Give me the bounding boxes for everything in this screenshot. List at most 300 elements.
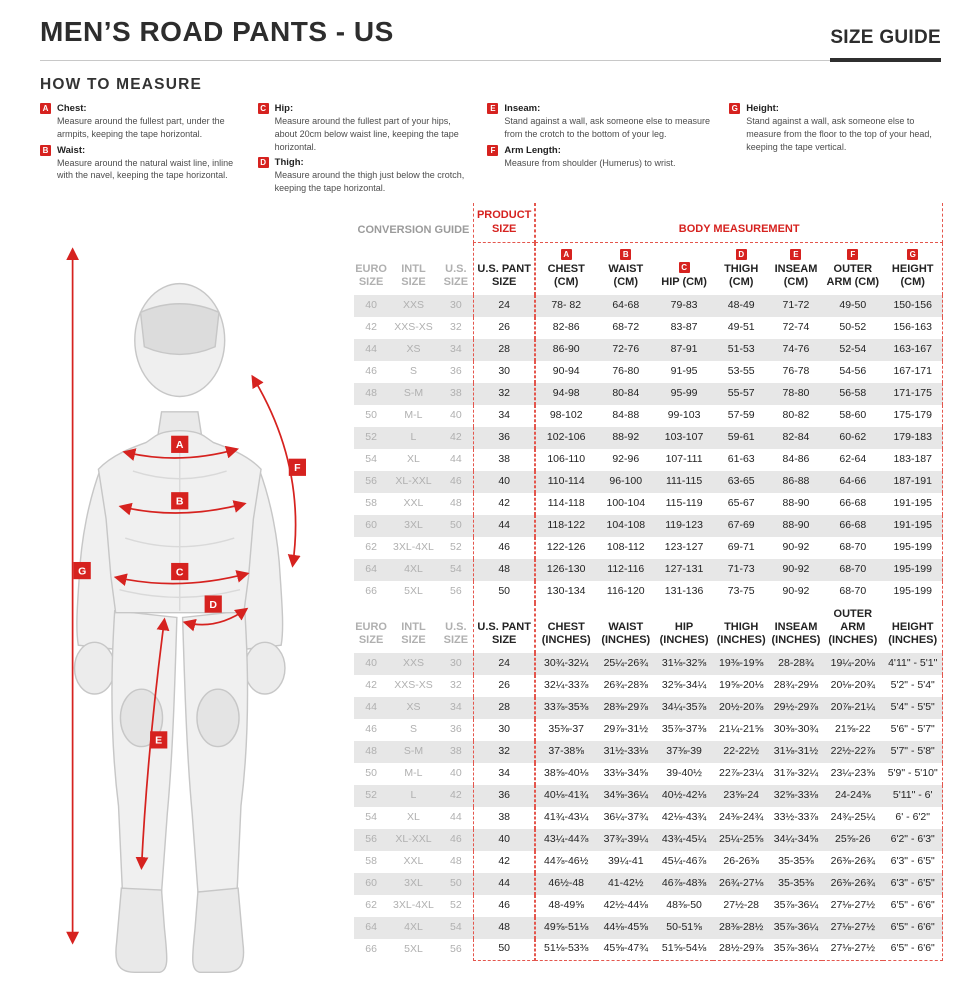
table-cell: 34⅝-36¼ [596, 785, 655, 807]
table-cell: 19¼-20⅛ [822, 653, 883, 675]
column-header: WAIST (INCHES) [601, 620, 651, 646]
table-cell: 26⅜-26¾ [830, 854, 875, 867]
instruction-head [487, 103, 713, 114]
instruction-label: Thigh: [274, 157, 304, 169]
table-cell: 5'9" - 5'10" [883, 763, 943, 785]
table-cell: 31⅛-31½ [770, 741, 822, 763]
table-cell: 51-53 [713, 339, 770, 361]
table-cell: 6'5" - 6'6" [883, 895, 943, 917]
table-cell: 68-70 [839, 585, 867, 598]
letter-badge: B [620, 249, 631, 260]
instruction-text: Measure from shoulder (Humerus) to wrist. [504, 157, 676, 168]
table-cell: 64 [354, 559, 388, 581]
table-cell: 66-68 [822, 515, 883, 537]
table-cell: 46 [365, 722, 377, 735]
table-cell: 90-92 [770, 559, 822, 581]
table-cell: 30 [439, 653, 473, 675]
table-cell: 41-42½ [596, 873, 655, 895]
table-cell: 51⅛-53⅜ [535, 939, 596, 961]
table-cell: 49-51 [727, 321, 755, 334]
instruction-label: Inseam: [504, 103, 541, 114]
conversion-guide-header: CONVERSION GUIDE [357, 224, 470, 237]
table-cell: 99-103 [667, 409, 701, 422]
table-cell: 5'2" - 5'4" [883, 675, 943, 697]
figure-badge-arm-length [289, 459, 306, 476]
table-cell: 28 [473, 697, 535, 719]
column-header: HIP (INCHES) [659, 620, 709, 646]
table-cell: 35⅜-37 [535, 719, 596, 741]
measure-instruction-G [729, 103, 943, 153]
table-cell: 98-102 [535, 405, 596, 427]
table-cell: 32 [473, 383, 535, 405]
table-cell: 28¾-29⅛ [773, 678, 819, 691]
table-cell: 40½-42⅛ [656, 785, 713, 807]
table-cell: 28-28¾ [770, 653, 822, 675]
table-cell: 48 [354, 383, 388, 405]
instruction-column [258, 103, 472, 199]
table-cell: 50 [473, 939, 535, 961]
figure-badge-inseam [150, 731, 167, 748]
letter-badge: D [258, 157, 269, 168]
table-cell: 32 [473, 741, 535, 763]
table-cell: 3XL [388, 515, 439, 537]
table-row [354, 719, 943, 741]
table-cell: 34¼-35⅞ [656, 697, 713, 719]
table-cell: 3XL [388, 873, 439, 895]
column-header: OUTER ARM (INCHES) [828, 607, 878, 646]
table-cell: 26-26⅜ [723, 854, 760, 867]
table-cell: 6'3" - 6'5" [883, 873, 943, 895]
table-cell: 20⅛-20¾ [830, 678, 875, 691]
table-cell: 122-126 [535, 537, 596, 559]
table-cell: 31⅞-32¼ [773, 766, 819, 779]
table-row [354, 449, 943, 471]
table-cell: 88-90 [770, 515, 822, 537]
table-row [354, 763, 943, 785]
table-cell: 52 [354, 427, 388, 449]
figure-illustration [20, 203, 350, 1000]
product-size-header: PRODUCT SIZE [473, 203, 535, 243]
table-row [354, 427, 943, 449]
column-header: HEIGHT (INCHES) [883, 603, 943, 653]
table-cell: XL-XXL [388, 829, 439, 851]
table-cell: 30¾-32¼ [535, 653, 596, 675]
table-cell: 35⅞-36¼ [773, 898, 819, 911]
table-cell: 150-156 [883, 295, 943, 317]
table-cell: 82-84 [770, 427, 822, 449]
table-cell: 64-68 [596, 295, 655, 317]
table-cell: 156-163 [883, 317, 943, 339]
table-row [354, 581, 943, 603]
instruction-label: Height: [746, 103, 779, 114]
table-cell: M-L [404, 409, 423, 422]
table-cell: 39-40½ [666, 766, 702, 779]
column-header: C HIP (CM) [661, 262, 707, 288]
table-cell: 32⅝-34¼ [661, 678, 707, 691]
table-cell: 91-95 [670, 365, 698, 378]
table-cell: 171-175 [883, 383, 943, 405]
figure-silhouette [75, 283, 285, 972]
table-cell: 54 [439, 559, 473, 581]
table-cell: 29½-29⅞ [770, 697, 822, 719]
table-row [354, 405, 943, 427]
table-cell: 115-119 [665, 497, 703, 510]
table-cell: S [409, 365, 417, 378]
table-cell: 41¾-43¼ [535, 807, 596, 829]
table-row [354, 493, 943, 515]
table-cell: 66 [365, 585, 377, 598]
table-cell: 50 [439, 873, 473, 895]
table-cell: XXS [388, 295, 439, 317]
table-cell: 58 [365, 854, 377, 867]
table-cell: 42 [473, 493, 535, 515]
table-cell: 90-92 [782, 541, 810, 554]
measure-instruction-D [258, 157, 472, 195]
figure-badge-height [74, 562, 91, 579]
measure-instruction-A [40, 103, 242, 141]
table-cell: 42 [365, 678, 377, 691]
table-cell: 104-108 [596, 515, 655, 537]
column-header: E INSEAM (CM) [774, 249, 818, 288]
table-cell: 71-72 [770, 295, 822, 317]
size-table-wrapper [354, 203, 943, 1000]
table-cell: 50 [365, 409, 377, 422]
table-cell: XXS-XS [394, 321, 433, 334]
table-cell: 31½-33⅛ [596, 741, 655, 763]
table-cell: 27⅛-27½ [822, 939, 883, 961]
table-cell: 28⅜-28½ [713, 917, 770, 939]
table-cell: 6'3" - 6'5" [883, 851, 943, 873]
letter-badge: C [679, 262, 690, 273]
table-cell: 42 [365, 321, 377, 334]
measure-instruction-E [487, 103, 713, 141]
table-cell: 131-136 [664, 585, 704, 598]
table-row [354, 785, 943, 807]
table-row [354, 559, 943, 581]
instruction-text: Stand against a wall, ask someone else to measure from the floor to the top of your head, keeping the tape vertical. [746, 116, 932, 152]
column-header: B WAIST (CM) [608, 249, 644, 288]
size-guide-label: SIZE GUIDE [830, 27, 941, 62]
table-cell: 35⅞-37⅜ [661, 722, 707, 735]
table-cell: 107-111 [665, 453, 703, 466]
table-cell: 4'11" - 5'1" [883, 653, 943, 675]
table-cell: 95-99 [656, 383, 713, 405]
table-row [354, 317, 943, 339]
table-row [354, 873, 943, 895]
table-cell: 100-104 [606, 497, 646, 510]
table-cell: 34 [439, 697, 473, 719]
table-cell: 34 [473, 763, 535, 785]
table-cell: 84-88 [612, 409, 640, 422]
table-cell: 52 [354, 785, 388, 807]
table-cell: 87-91 [656, 339, 713, 361]
table-cell: 19⅜-19⅝ [713, 653, 770, 675]
table-cell: 3XL-4XL [393, 541, 434, 554]
table-row [354, 807, 943, 829]
instruction-label: Chest: [57, 103, 87, 114]
table-row [354, 851, 943, 873]
table-cell: 40 [450, 409, 462, 422]
table-cell: 80-82 [782, 409, 810, 422]
size-table [354, 203, 943, 961]
instruction-column [487, 103, 713, 199]
table-cell: 78- 82 [535, 295, 596, 317]
table-cell: 35-35⅜ [770, 873, 822, 895]
instruction-column [40, 103, 242, 199]
table-cell: 40 [473, 471, 535, 493]
table-cell: 40 [354, 653, 388, 675]
table-cell: 108-112 [606, 541, 645, 554]
column-header: U.S. PANT SIZE [473, 243, 535, 295]
table-row [354, 361, 943, 383]
table-row [354, 917, 943, 939]
table-cell: 55-57 [713, 383, 770, 405]
table-cell: XL [407, 453, 420, 466]
table-cell: 24-24⅜ [822, 785, 883, 807]
table-cell: 54 [365, 810, 377, 823]
table-cell: 30 [473, 719, 535, 741]
table-cell: XXL [403, 854, 424, 867]
table-cell: 22-22½ [713, 741, 770, 763]
table-cell: 28⅜-29⅞ [596, 697, 655, 719]
letter-badge: D [736, 249, 747, 260]
table-cell: L [388, 785, 439, 807]
table-cell: 32 [450, 321, 462, 334]
table-cell: 3XL-4XL [393, 898, 434, 911]
table-cell: 50 [473, 581, 535, 603]
svg-text:E: E [155, 734, 163, 747]
table-cell: 40⅛-41¾ [535, 785, 596, 807]
column-header: INSEAM (INCHES) [771, 620, 821, 646]
table-cell: 112-116 [596, 559, 655, 581]
letter-badge: E [487, 103, 498, 114]
table-cell: 34 [473, 405, 535, 427]
svg-text:D: D [209, 598, 218, 611]
table-cell: 46½-48 [535, 873, 596, 895]
table-cell: 60 [354, 515, 388, 537]
table-cell: 6' - 6'2" [883, 807, 943, 829]
column-header: U.S. PANT SIZE [473, 603, 535, 653]
table-cell: 4XL [388, 559, 439, 581]
table-cell: 61-63 [727, 453, 755, 466]
page-title: MEN’S ROAD PANTS - US [40, 16, 394, 47]
table-row [354, 515, 943, 537]
table-cell: 32⅝-33⅛ [770, 785, 822, 807]
table-cell: 90-94 [535, 361, 596, 383]
instruction-text: Measure around the fullest part of your hips, about 20cm below waist line, keeping the tape horizontal. [274, 116, 459, 152]
svg-text:B: B [175, 495, 184, 508]
table-cell: 24¾-25¼ [830, 810, 875, 823]
table-cell: 20⅞-21¼ [822, 697, 883, 719]
table-cell: 45⅝-47¾ [596, 939, 655, 961]
table-cell: 5XL [404, 585, 423, 598]
figure-badge-chest [171, 436, 188, 453]
table-cell: 46 [473, 537, 535, 559]
table-cell: 62-64 [839, 453, 867, 466]
table-cell: 26 [473, 317, 535, 339]
table-cell: 5'6" - 5'7" [883, 719, 943, 741]
table-cell: 31⅛-32⅝ [656, 653, 713, 675]
table-cell: 35-35⅜ [778, 854, 814, 867]
table-cell: 48 [450, 854, 462, 867]
table-cell: 92-96 [612, 453, 640, 466]
measure-instruction-F [487, 145, 713, 170]
table-cell: S [409, 722, 417, 735]
table-cell: 6'5" - 6'6" [883, 939, 943, 961]
table-cell: 94-98 [535, 383, 596, 405]
table-cell: 167-171 [883, 361, 943, 383]
table-cell: 21¼-21⅝ [719, 722, 764, 735]
table-cell: 46 [439, 471, 473, 493]
body-measurement-figure [20, 203, 350, 1000]
table-cell: 72-74 [782, 321, 810, 334]
table-cell: 4XL [388, 917, 439, 939]
table-cell: 50 [365, 766, 377, 779]
table-cell: 66 [365, 942, 377, 955]
body-measurement-header: BODY MEASUREMENT [535, 203, 943, 243]
table-cell: 57-59 [727, 409, 755, 422]
table-cell: 59-61 [713, 427, 770, 449]
table-row [354, 383, 943, 405]
table-cell: 42⅛-43¾ [661, 810, 707, 823]
instruction-head [40, 103, 242, 114]
table-row [354, 537, 943, 559]
table-cell: 195-199 [883, 581, 943, 603]
instruction-label: Waist: [57, 144, 86, 156]
figure-badge-thigh [205, 595, 222, 612]
table-cell: XL-XXL [388, 471, 439, 493]
table-cell: 33½-33⅞ [773, 810, 819, 823]
column-header: CHEST (INCHES) [535, 603, 596, 653]
table-cell: 56 [354, 471, 388, 493]
table-cell: 119-123 [656, 515, 713, 537]
table-cell: 76-78 [782, 365, 810, 378]
table-cell: 48-49⅝ [535, 895, 596, 917]
table-cell: 83-87 [670, 321, 698, 334]
table-cell: 67-69 [713, 515, 770, 537]
table-cell: 22½-22⅞ [822, 741, 883, 763]
table-cell: 48 [354, 741, 388, 763]
table-cell: 48 [473, 559, 535, 581]
letter-badge: A [561, 249, 572, 260]
figure-badge-waist [171, 492, 188, 509]
instruction-column [729, 103, 943, 199]
table-cell: 114-118 [535, 493, 596, 515]
table-cell: 46⅞-48⅜ [656, 873, 713, 895]
table-cell: 44 [354, 697, 388, 719]
table-cell: 79-83 [656, 295, 713, 317]
table-cell: 78-80 [770, 383, 822, 405]
svg-text:A: A [175, 438, 184, 451]
table-cell: 50-51⅝ [656, 917, 713, 939]
table-cell: 58 [365, 497, 377, 510]
table-header-row [354, 243, 943, 295]
table-cell: 46 [439, 829, 473, 851]
svg-text:F: F [294, 461, 301, 474]
table-cell: 33⅞-35⅜ [535, 697, 596, 719]
instruction-head [258, 103, 472, 114]
table-cell: 126-130 [535, 559, 596, 581]
table-cell: 34 [439, 339, 473, 361]
table-cell: 65-67 [727, 497, 755, 510]
table-cell: 191-195 [883, 515, 943, 537]
table-cell: 44 [354, 339, 388, 361]
table-cell: 123-127 [664, 541, 704, 554]
table-cell: 63-65 [713, 471, 770, 493]
table-cell: 56 [450, 585, 462, 598]
table-cell: XL [407, 810, 420, 823]
measure-instruction-B [40, 145, 242, 183]
table-cell: 27½-28 [723, 898, 760, 911]
table-cell: XS [388, 697, 439, 719]
table-cell: 68-72 [612, 321, 640, 334]
table-cell: 36 [473, 427, 535, 449]
instruction-text: Measure around the thigh just below the crotch, keeping the tape horizontal. [274, 170, 465, 194]
table-cell: XS [388, 339, 439, 361]
table-cell: 56 [354, 829, 388, 851]
letter-badge: A [40, 103, 51, 114]
measure-instruction-C [258, 103, 472, 153]
table-cell: 38 [439, 741, 473, 763]
table-cell: 118-122 [535, 515, 596, 537]
table-cell: 60-62 [822, 427, 883, 449]
how-to-measure-heading: HOW TO MEASURE [40, 76, 203, 93]
table-cell: 26⅜-26¾ [822, 873, 883, 895]
instruction-head [40, 145, 242, 156]
table-cell: 49-50 [822, 295, 883, 317]
table-cell: XXS-XS [394, 678, 433, 691]
table-cell: 30 [439, 295, 473, 317]
table-cell: 48 [450, 497, 462, 510]
table-cell: 35⅞-36¼ [770, 939, 822, 961]
table-cell: 24 [473, 295, 535, 317]
table-row [354, 471, 943, 493]
table-cell: 26 [473, 675, 535, 697]
table-cell: 48 [473, 917, 535, 939]
table-cell: 53-55 [727, 365, 755, 378]
table-cell: 195-199 [883, 537, 943, 559]
table-row [354, 895, 943, 917]
table-cell: 34¼-34⅝ [770, 829, 822, 851]
table-cell: 32¼-33⅞ [535, 675, 596, 697]
table-cell: L [388, 427, 439, 449]
table-cell: 48⅜-50 [666, 898, 702, 911]
table-cell: 39¼-41 [607, 854, 644, 867]
table-cell: 52 [450, 898, 462, 911]
table-cell: 130-134 [535, 581, 596, 603]
table-cell: 127-131 [656, 559, 713, 581]
table-cell: 68-70 [839, 541, 867, 554]
table-cell: 102-106 [535, 427, 596, 449]
table-cell: 25¼-25⅝ [713, 829, 770, 851]
table-cell: 25¼-26¾ [596, 653, 655, 675]
table-cell: 27⅛-27½ [822, 917, 883, 939]
table-row [354, 829, 943, 851]
table-cell: 24 [473, 653, 535, 675]
column-header: EURO SIZE [355, 262, 387, 288]
table-cell: 179-183 [883, 427, 943, 449]
table-cell: 44 [450, 453, 462, 466]
table-cell: 110-114 [535, 471, 596, 493]
table-cell: 44⅞-46½ [535, 851, 596, 873]
table-cell: 23⅝-24 [713, 785, 770, 807]
table-cell: 106-110 [535, 449, 596, 471]
table-cell: 30 [473, 361, 535, 383]
table-cell: 64 [354, 917, 388, 939]
instruction-text: Stand against a wall, ask someone else to measure from the crotch to the bottom of your leg. [504, 116, 711, 139]
column-header: INTL SIZE [401, 262, 426, 288]
table-cell: 191-195 [883, 493, 943, 515]
